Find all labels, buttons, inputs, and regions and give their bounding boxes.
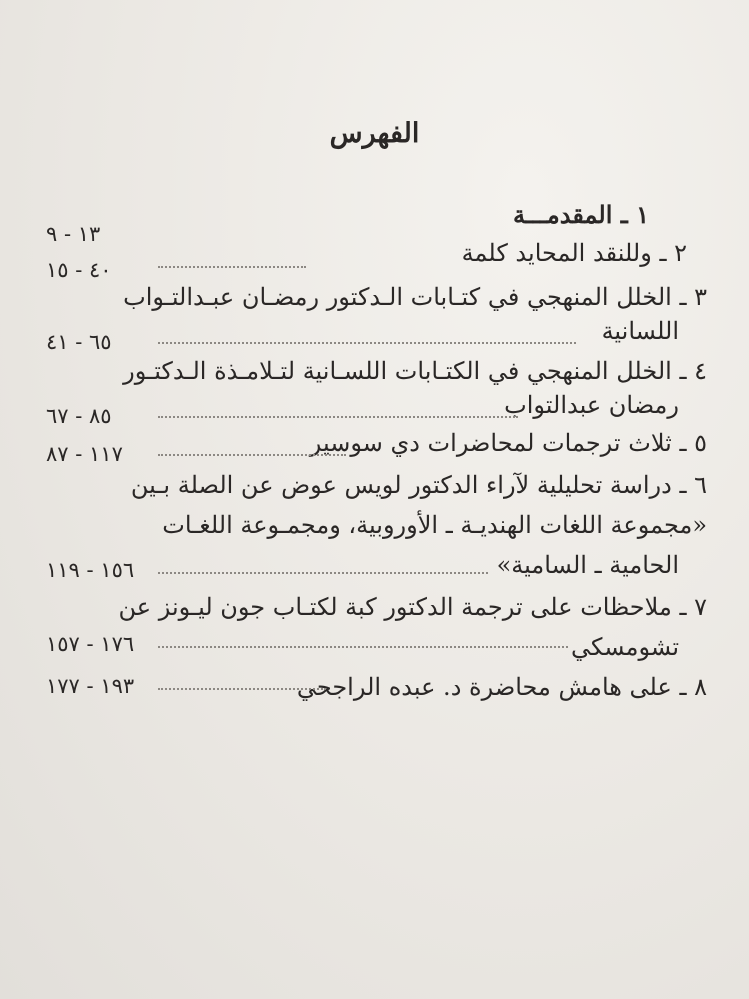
- toc-entry-7-line-1: ٧ ـ ملاحظات على ترجمة الدكتور كبة لكتـاب جون ليـونز عن: [118, 593, 707, 621]
- toc-entry-7-dots: [158, 646, 568, 648]
- toc-entry-5-dots: [158, 454, 346, 456]
- toc-entry-1-pages: ١٣ - ٩: [46, 222, 101, 246]
- toc-entry-3-pages: ٦٥ - ٤١: [46, 330, 112, 354]
- toc-entry-8-line-1: ٨ ـ على هامش محاضرة د. عبده الراجحي: [296, 673, 707, 701]
- toc-entry-3-line-2: اللسانية: [601, 317, 679, 345]
- toc-entry-6-dots: [158, 572, 488, 574]
- toc-entry-3-line-1: ٣ ـ الخلل المنهجي في كتـابات الـدكتور رمضـان عبـدالتـواب: [123, 283, 707, 311]
- toc-entry-8-dots: [158, 688, 326, 690]
- toc-entry-6-line-1: ٦ ـ دراسة تحليلية لآراء الدكتور لويس عوض عن الصلة بـين: [130, 471, 707, 499]
- toc-entry-7-pages: ١٧٦ - ١٥٧: [46, 632, 135, 656]
- toc-entry-6-line-2: «مجموعة اللغات الهنديـة ـ الأوروبية، ومجمـوعة اللغـات: [162, 511, 707, 539]
- toc-entry-2-dots: [158, 266, 306, 268]
- toc-entry-2-line-1: ٢ ـ وللنقد المحايد كلمة: [461, 239, 687, 267]
- toc-entry-8-pages: ١٩٣ - ١٧٧: [46, 674, 135, 698]
- toc-entry-1-line-1: ١ ـ المقدمـــة: [512, 200, 649, 229]
- toc-entry-4-line-2: رمضان عبدالتواب: [504, 391, 679, 419]
- toc-entry-5-pages: ١١٧ - ٨٧: [46, 442, 123, 466]
- toc-entry-6-pages: ١٥٦ - ١١٩: [46, 558, 135, 582]
- toc-entry-2-pages: ٤٠ - ١٥: [46, 258, 112, 282]
- toc-entry-3-dots: [158, 342, 576, 344]
- page-title: الفهرس: [329, 118, 420, 149]
- toc-entry-4-dots: [158, 416, 518, 418]
- toc-entry-5-line-1: ٥ ـ ثلاث ترجمات لمحاضرات دي سوسير: [309, 429, 707, 457]
- toc-entry-4-line-1: ٤ ـ الخلل المنهجي في الكتـابات اللسـانية لتـلامـذة الـدكتـور: [123, 357, 707, 385]
- toc-entry-4-pages: ٨٥ - ٦٧: [46, 404, 112, 428]
- toc-entry-6-line-3: الحامية ـ السامية»: [496, 551, 679, 579]
- toc-entry-7-line-2: تشومسكي: [570, 633, 679, 661]
